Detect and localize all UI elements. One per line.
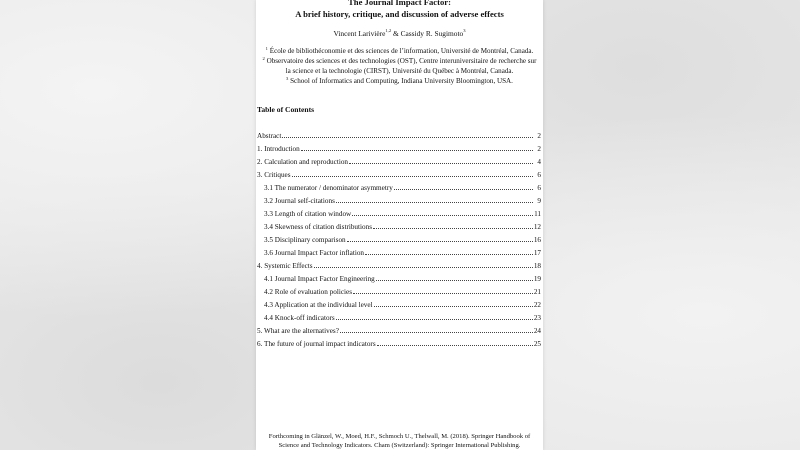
affiliation [256, 57, 543, 66]
toc-entry-page: 25 [533, 340, 541, 348]
author-affiliation-mark: 3 [463, 28, 466, 33]
author-separator: & [391, 29, 401, 38]
toc-subentry[interactable] [264, 287, 541, 297]
toc-subentry[interactable] [264, 313, 541, 323]
toc-subentry[interactable] [264, 183, 541, 193]
author-name: Cassidy R. Sugimoto [400, 29, 464, 38]
toc-entry-label: 3.2 Journal self-citations [264, 197, 335, 205]
toc-leader [292, 170, 533, 177]
toc-leader [314, 261, 533, 268]
toc-leader [352, 209, 533, 216]
toc-entry-label: 3.6 Journal Impact Factor inflation [264, 249, 365, 257]
toc-leader [353, 287, 533, 294]
toc-entry-label: 2. Calculation and reproduction [257, 158, 349, 166]
author-affiliation-mark: 1,2 [385, 28, 392, 33]
toc-entry[interactable] [257, 261, 541, 271]
toc-subentry[interactable] [264, 248, 541, 258]
toc-entry-label: Abstract [257, 132, 282, 140]
document-page [256, 0, 543, 450]
toc-heading: Table of Contents [257, 105, 315, 114]
toc-entry-label: 6. The future of journal impact indicators [257, 340, 376, 348]
toc-entry-page: 18 [533, 262, 541, 270]
toc-leader [365, 248, 533, 255]
toc-leader [336, 313, 533, 320]
toc-entry-page: 21 [533, 288, 541, 296]
toc-entry[interactable] [257, 326, 541, 336]
affiliation-text: École de bibliothéconomie et des sciences de l’information, Université de Montréal, Canada. [269, 47, 534, 55]
toc-entry-page: 24 [533, 327, 541, 335]
toc-entry-label: 4.2 Role of evaluation policies [264, 288, 353, 296]
toc-entry-label: 3.3 Length of citation window [264, 210, 352, 218]
affiliation [256, 67, 543, 76]
toc-entry-label: 4.1 Journal Impact Factor Engineering [264, 275, 375, 283]
affiliation-text: Observatoire des sciences et des technologies (OST), Centre interuniversitaire de recherche sur [266, 57, 537, 65]
toc-entry-page: 4 [537, 158, 541, 166]
toc-entry-page: 19 [533, 275, 541, 283]
publication-note [256, 433, 543, 450]
affiliation [256, 47, 543, 56]
toc-entry-page: 16 [533, 236, 541, 244]
toc-leader [301, 144, 533, 151]
toc-leader [374, 300, 533, 307]
toc-entry-label: 1. Introduction [257, 145, 300, 153]
affiliation [256, 77, 543, 86]
toc-entry[interactable] [257, 339, 541, 349]
toc-subentry[interactable] [264, 222, 541, 232]
toc-entry-page: 2 [537, 132, 541, 140]
publication-note-line: Forthcoming in Glänzel, W., Moed, H.F., Schmoch U., Thelwall, M. (2018). Springer Handbook of [268, 433, 531, 440]
toc-entry[interactable] [257, 131, 541, 141]
toc-entry-page: 17 [533, 249, 541, 257]
affiliation-mark: 3 [286, 76, 289, 81]
affiliation-mark: 1 [265, 46, 268, 51]
toc-subentry[interactable] [264, 209, 541, 219]
toc-entry-label: 5. What are the alternatives? [257, 327, 339, 335]
toc-entry-page: 6 [537, 184, 541, 192]
affiliation-mark: 2 [262, 56, 265, 61]
toc-entry-page: 11 [534, 210, 541, 218]
publication-note-line: Science and Technology Indicators. Cham (Switzerland): Springer International Publishing. [278, 441, 521, 449]
toc-leader [349, 157, 533, 164]
toc-subentry[interactable] [264, 300, 541, 310]
toc-leader [340, 326, 533, 333]
affiliation-text: School of Informatics and Computing, Indiana University Bloomington, USA. [290, 77, 513, 85]
toc-entry-label: 3.4 Skewness of citation distributions [264, 223, 373, 231]
toc-entry-page: 2 [537, 145, 541, 153]
toc-leader [336, 196, 533, 203]
toc-leader [347, 235, 533, 242]
toc-leader [394, 183, 533, 190]
toc-entry-page: 6 [537, 171, 541, 179]
toc-entry-label: 3.1 The numerator / denominator asymmetry [264, 184, 393, 192]
toc-subentry[interactable] [264, 274, 541, 284]
affiliation-text: la science et la technologie (CIRST), Université du Québec à Montréal, Canada. [285, 67, 514, 75]
toc-entry[interactable] [257, 170, 541, 180]
toc-entry-label: 4.3 Application at the individual level [264, 301, 373, 309]
toc-leader [376, 274, 533, 281]
toc-entry-page: 22 [533, 301, 541, 309]
toc-entry-label: 4. Systemic Effects [257, 262, 313, 270]
paper-subtitle: A brief history, critique, and discussion of adverse effects [295, 9, 504, 19]
author-line [256, 29, 543, 38]
toc-entry[interactable] [257, 157, 541, 167]
toc-leader [373, 222, 533, 229]
toc-entry-label: 3. Critiques [257, 171, 291, 179]
paper-title: The Journal Impact Factor: [348, 0, 451, 7]
toc-entry-label: 4.4 Knock-off indicators [264, 314, 335, 322]
toc-entry-page: 23 [533, 314, 541, 322]
toc-subentry[interactable] [264, 235, 541, 245]
toc-subentry[interactable] [264, 196, 541, 206]
toc-entry-label: 3.5 Disciplinary comparison [264, 236, 346, 244]
toc-leader [377, 339, 533, 346]
toc-entry[interactable] [257, 144, 541, 154]
toc-entry-page: 9 [537, 197, 541, 205]
toc-entry-page: 12 [533, 223, 541, 231]
toc-leader [282, 131, 533, 138]
author-name: Vincent Larivière [333, 29, 386, 38]
